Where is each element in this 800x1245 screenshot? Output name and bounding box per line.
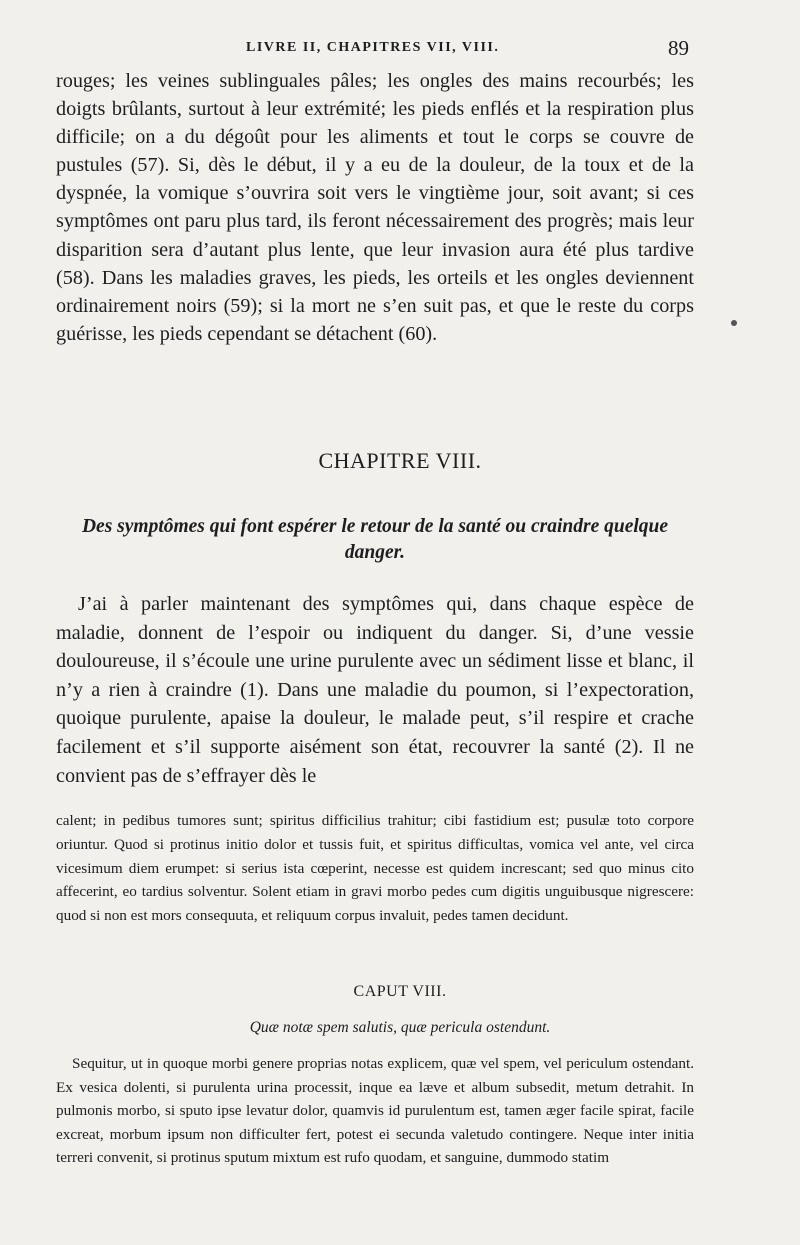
- chapter-title: CHAPITRE VIII.: [318, 448, 482, 473]
- french-continuation-text: rouges; les veines sublinguales pâles; les ongles des mains recourbés; les doigts brûlants, surtout à leur extrémité; les pieds enflés et la respiration plus difficile; on a du dégoût pour les aliments et tout le corps se couvre de pustules (57). Si, dès le début, il y a eu de la douleur, de la toux et de la dyspnée, la vomique s’ouvrira soit vers le vingtième jour, soit avant; si ces symptômes ont paru plus tard, ils feront nécessairement des progrès; mais leur disparition sera d’autant plus lente, que leur invasion aura été plus tardive (58). Dans les maladies graves, les pieds, les orteils et les ongles deviennent ordinairement noirs (59); si la mort ne s’en suit pas, et que le reste du corps guérisse, les pieds cependant se détachent (60).: [56, 70, 694, 345]
- caput-subtitle: Quæ notæ spem salutis, quæ pericula ostendunt.: [249, 1019, 551, 1036]
- latin-continuation-text: calent; in pedibus tumores sunt; spiritus difficilius trahitur; cibi fastidium est; pusulæ toto corpore oriuntur. Quod si protinus initio dolor et tussis fuit, et spiritus difficultas, vomica vel ante, vel circa vicesimum diem erumpet: si serius ista cœperint, necesse est quidem increscant; sed quo minus cito affecerint, eo tardius solventur. Solent etiam in gravi morbo pedes cum digitis unguibusque nigrescere: quod si non est mors consequuta, et reliquum corpus invaluit, pedes tamen decidunt.: [56, 812, 694, 925]
- chapter-subtitle: Des symptômes qui font espérer le retour de la santé ou craindre quelque danger.: [81, 516, 669, 563]
- margin-ink-dot: [731, 320, 737, 326]
- page-header: [0, 36, 800, 62]
- caput-title: CAPUT VIII.: [353, 983, 447, 1000]
- latin-chapter-text: Sequitur, ut in quoque morbi genere proprias notas explicem, quæ vel spem, vel periculum ostendant. Ex vesica dolenti, si purulenta urina processit, inque ea læve et album subsedit, metum detrahit. In pulmonis morbo, si sputo ipse levatur dolor, quamvis id purulentum est, tamen æger facile spirat, facile excreat, morbum ipsum non difficulter fert, potest ei secunda valetudo contingere. Neque inter initia terreri convenit, si protinus sputum mixtum est rufo quodam, et sanguine, dummodo statim: [56, 1055, 694, 1167]
- running-title: LIVRE II, CHAPITRES VII, VIII.: [246, 40, 500, 55]
- french-chapter-text: J’ai à parler maintenant des symptômes qui, dans chaque espèce de maladie, donnent de l’espoir ou indiquent du danger. Si, d’une vessie douloureuse, il s’écoule une urine purulente avec un sédiment lisse et blanc, il n’y a rien à craindre (1). Dans une maladie du poumon, si l’expectoration, quoique purulente, apaise la douleur, le malade peut, s’il respire et crache facilement et s’il supporte aisément son état, recouvrer la santé (2). Il ne convient pas de s’effrayer dès le: [56, 593, 694, 787]
- page-number: 89: [668, 36, 689, 60]
